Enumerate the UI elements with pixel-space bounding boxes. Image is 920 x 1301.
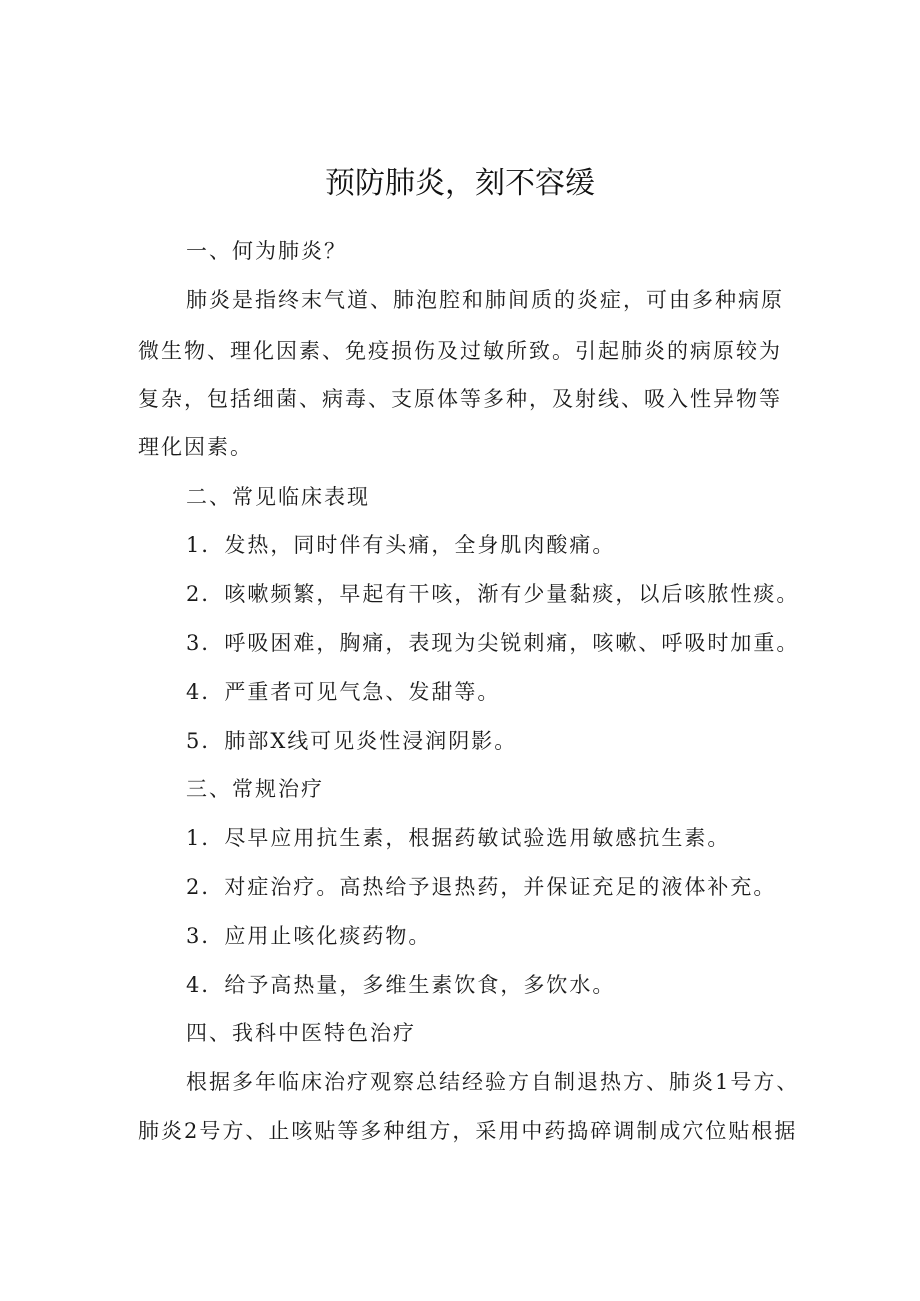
list-item: 1．发热，同时伴有头痛，全身肌肉酸痛。 [186, 533, 616, 557]
paragraph-line: 肺炎2号方、止咳贴等多种组方，采用中药捣碎调制成穴位贴根据 [138, 1119, 798, 1143]
list-item: 4．严重者可见气急、发甜等。 [186, 680, 501, 704]
list-item: 5．肺部X线可见炎性浸润阴影。 [186, 729, 518, 753]
list-item: 4．给予高热量，多维生素饮食，多饮水。 [186, 973, 616, 997]
section-heading-3: 三、常规治疗 [186, 777, 324, 801]
list-item: 3．应用止咳化痰药物。 [186, 924, 432, 948]
section-heading-1: 一、何为肺炎？ [186, 239, 347, 263]
list-item: 1．尽早应用抗生素，根据药敏试验选用敏感抗生素。 [186, 826, 731, 850]
page-title: 预防肺炎，刻不容缓 [325, 166, 595, 201]
paragraph-line: 微生物、理化因素、免疫损伤及过敏所致。引起肺炎的病原较为 [138, 339, 782, 363]
list-item: 3．呼吸困难，胸痛，表现为尖锐刺痛，咳嗽、呼吸时加重。 [186, 631, 800, 655]
paragraph-line: 复杂，包括细菌、病毒、支原体等多种，及射线、吸入性异物等 [138, 387, 782, 411]
list-item: 2．咳嗽频繁，早起有干咳，渐有少量黏痰，以后咳脓性痰。 [186, 582, 800, 606]
list-item: 2．对症治疗。高热给予退热药，并保证充足的液体补充。 [186, 875, 777, 899]
section-heading-2: 二、常见临床表现 [186, 485, 370, 509]
paragraph-line: 理化因素。 [138, 435, 253, 459]
paragraph-line: 肺炎是指终末气道、肺泡腔和肺间质的炎症，可由多种病原 [186, 288, 784, 312]
paragraph-line: 根据多年临床治疗观察总结经验方自制退热方、肺炎1号方、 [186, 1070, 800, 1094]
section-heading-4: 四、我科中医特色治疗 [186, 1021, 416, 1045]
